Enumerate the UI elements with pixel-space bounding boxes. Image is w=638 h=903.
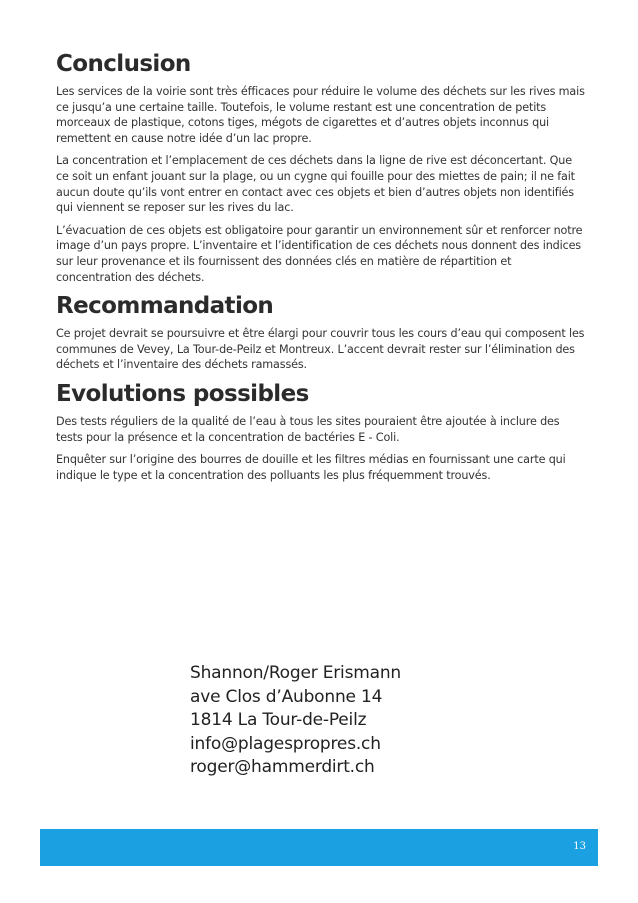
- conclusion-paragraph-3: L’évacuation de ces objets est obligatoire pour garantir un environnement sûr et renforcer notre image d’un pays propre. L’inventaire et l’identification de ces déchets nous donnent des indices sur leur provenance et ils fournissent des données clés en matière de répartition et concentration des déchets.: [56, 223, 583, 284]
- evolutions-paragraph-2: Enquêter sur l’origine des bourres de douille et les filtres médias en fournissant une carte qui indique le type et la concentration des polluants les plus fréquemment trouvés.: [56, 453, 566, 482]
- conclusion-paragraph-2: La concentration et l’emplacement de ces déchets dans la ligne de rive est déconcertant. Que ce soit un enfant jouant sur la plage, ou un cygne qui fouille pour des miettes de pain; il ne fait aucun doute qu’ils vont entrer en contact avec ces objets et bien d’autres objets non identifiés qui viennent se reposer sur les rives du lac.: [56, 154, 575, 215]
- conclusion-section: [56, 50, 586, 285]
- evolutions-heading: Evolutions possibles: [56, 380, 309, 407]
- contact-block: [190, 662, 401, 780]
- contact-email-info: info@plagespropres.ch: [190, 733, 381, 754]
- conclusion-paragraph-1: Les services de la voirie sont très éfficaces pour réduire le volume des déchets sur les rives mais ce jusqu’a une certaine taille. Toutefois, le volume restant est une concentration de petits morceaux de plastique, cotons tiges, mégots de cigarettes et d’autres objets inconnus qui remettent en cause notre idée d’un lac propre.: [56, 85, 585, 145]
- evolutions-section: [56, 380, 586, 483]
- conclusion-heading: Conclusion: [56, 51, 191, 77]
- contact-street: ave Clos d’Aubonne 14: [190, 686, 383, 707]
- contact-city: 1814 La Tour-de-Peilz: [190, 710, 367, 730]
- recommandation-paragraph-1: Ce projet devrait se poursuivre et être élargi pour couvrir tous les cours d’eau qui composent les communes de Vevey, La Tour-de-Peilz et Montreux. L’accent devrait rester sur l’élimination des déchets et l’inventaire des déchets ramassés.: [56, 327, 585, 372]
- recommandation-heading: Recommandation: [56, 293, 274, 320]
- page-number: 13: [573, 841, 586, 852]
- main-content: [56, 50, 586, 490]
- contact-name: Shannon/Roger Erismann: [190, 663, 401, 683]
- contact-email-roger: roger@hammerdirt.ch: [190, 757, 375, 777]
- evolutions-paragraph-1: Des tests réguliers de la qualité de l’eau à tous les sites pouraient être ajoutée à inclure des tests pour la présence et la concentration de bactéries E - Coli.: [56, 414, 560, 444]
- footer-bar: [40, 829, 598, 866]
- recommandation-section: [56, 292, 586, 373]
